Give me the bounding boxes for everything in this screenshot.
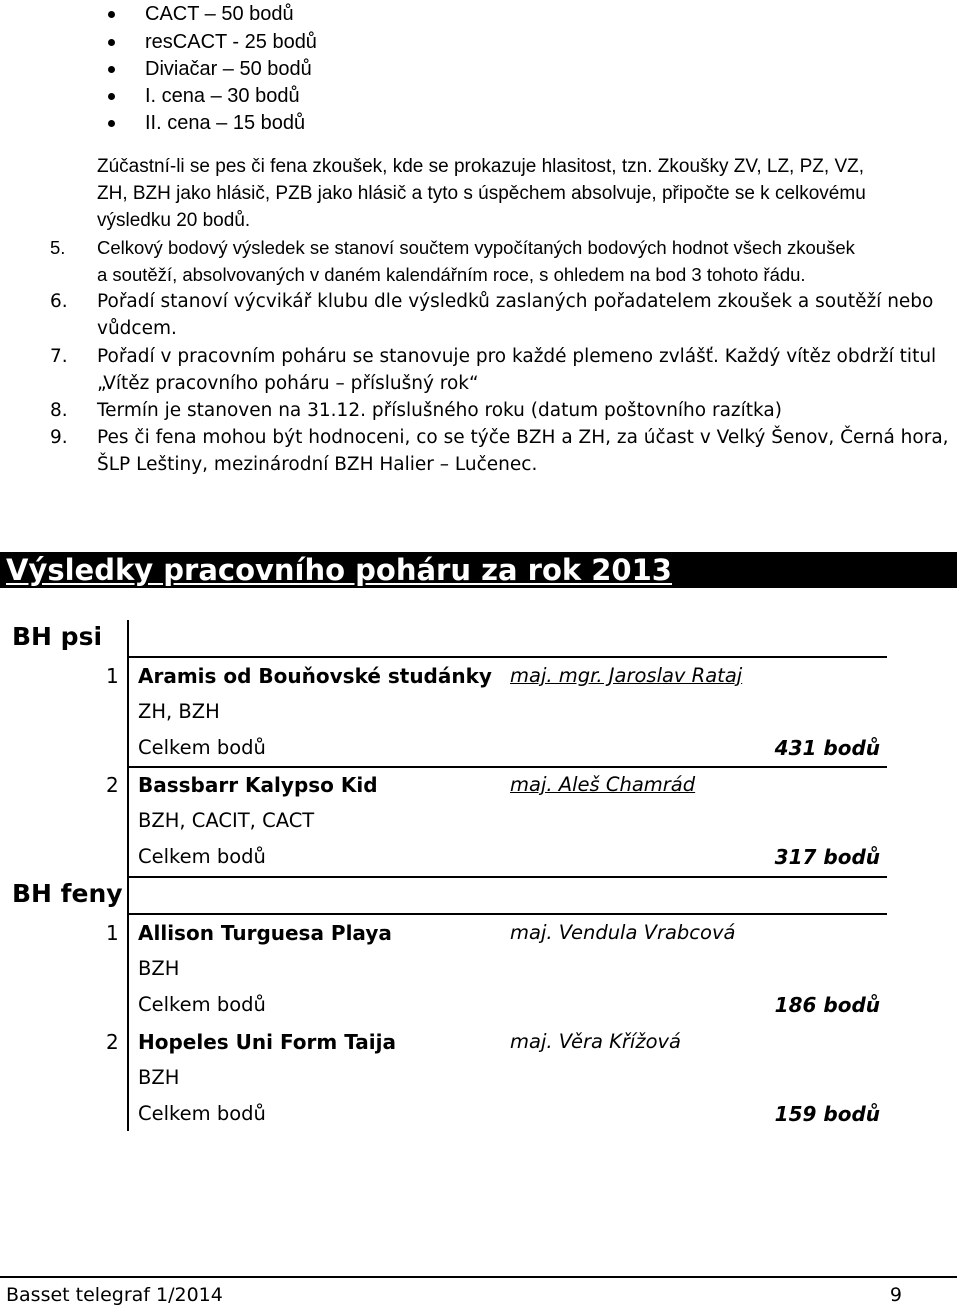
bullet-icon (108, 39, 115, 46)
rule-line: Pořadí stanoví výcvikář klubu dle výsledků zaslaných pořadatelem zkoušek a soutěží nebo (97, 291, 934, 312)
rule-line: Pořadí v pracovním poháru se stanovuje pro každé plemeno zvlášť. Každý vítěz obdrží titul (97, 346, 937, 367)
table-divider (127, 913, 887, 915)
rule-line: ŠLP Leštiny, mezinárodní BZH Halier – Lučenec. (97, 454, 538, 475)
entry-owner: maj. Aleš Chamrád (510, 773, 696, 796)
rule-line: a soutěží, absolvovaných v daném kalendářním roce, s ohledem na bod 3 tohoto řádu. (97, 264, 806, 285)
hlasitost-paragraph (97, 153, 937, 234)
entry-titles: ZH, BZH (138, 700, 220, 723)
page-number: 9 (889, 1284, 902, 1306)
entry-total-label: Celkem bodů (138, 993, 266, 1016)
results-banner (0, 552, 957, 588)
table-divider (127, 656, 887, 658)
entry-rank: 1 (106, 921, 119, 945)
entry-owner: maj. Věra Křížová (510, 1030, 681, 1053)
entry-owner: maj. mgr. Jaroslav Rataj (510, 664, 743, 687)
list-item-text: resCACT - 25 bodů (145, 31, 317, 53)
list-item-text: CACT – 50 bodů (145, 3, 294, 25)
rule-line: „Vítěz pracovního poháru – příslušný rok“ (97, 373, 479, 394)
page-footer (0, 1276, 957, 1309)
rule-text (97, 234, 855, 288)
entry-total-label: Celkem bodů (138, 1102, 266, 1125)
entry-total-points: 431 bodů (774, 736, 880, 760)
publication-name: Basset telegraf 1/2014 (6, 1284, 223, 1306)
entry-rank: 2 (106, 1030, 119, 1054)
bullet-icon (108, 120, 115, 127)
paragraph-line: Zúčastní-li se pes či fena zkoušek, kde se prokazuje hlasitost, tzn. Zkoušky ZV, LZ, PZ, VZ, (97, 156, 865, 177)
list-item-text: I. cena – 30 bodů (145, 85, 300, 107)
entry-total-points: 317 bodů (774, 845, 880, 869)
entry-dog-name: Hopeles Uni Form Taija (138, 1030, 396, 1054)
entry-dog-name: Aramis od Bouňovské studánky (138, 664, 492, 688)
rule-number: 5. (50, 237, 66, 258)
rule-text (97, 397, 782, 424)
rule-number: 7. (50, 346, 68, 367)
entry-dog-name: Bassbarr Kalypso Kid (138, 773, 378, 797)
bullet-icon (108, 93, 115, 100)
rule-text (97, 288, 933, 342)
entry-total-points: 186 bodů (774, 993, 880, 1017)
rule-line: vůdcem. (97, 318, 177, 339)
list-item-text: Diviačar – 50 bodů (145, 58, 312, 80)
bullet-icon (108, 11, 115, 18)
entry-rank: 2 (106, 773, 119, 797)
entry-owner: maj. Vendula Vrabcová (510, 921, 736, 944)
entry-total-label: Celkem bodů (138, 736, 266, 759)
rule-line: Celkový bodový výsledek se stanoví součtem vypočítaných bodových hodnot všech zkoušek (97, 237, 855, 258)
entry-total-label: Celkem bodů (138, 845, 266, 868)
entry-dog-name: Allison Turguesa Playa (138, 921, 392, 945)
paragraph-line: ZH, BZH jako hlásič, PZB jako hlásič a tyto s úspěchem absolvuje, připočte se k celkovému (97, 183, 866, 204)
section-label-bh-feny: BH feny (12, 879, 123, 908)
table-divider (127, 766, 887, 768)
bullet-icon (108, 66, 115, 73)
list-item-text: II. cena – 15 bodů (145, 112, 306, 134)
entry-rank: 1 (106, 664, 119, 688)
entry-total-points: 159 bodů (774, 1102, 880, 1126)
table-divider (127, 876, 887, 878)
rule-line: Pes či fena mohou být hodnoceni, co se týče BZH a ZH, za účast v Velký Šenov, Černá hora, (97, 427, 949, 448)
paragraph-line: výsledku 20 bodů. (97, 210, 251, 231)
rule-number: 6. (50, 291, 68, 312)
entry-titles: BZH, CACIT, CACT (138, 809, 315, 832)
rule-line: Termín je stanoven na 31.12. příslušného roku (datum poštovního razítka) (97, 400, 782, 421)
section-label-bh-psi: BH psi (12, 622, 103, 651)
rule-text (97, 424, 949, 478)
rule-number: 8. (50, 400, 68, 421)
rule-text (97, 343, 936, 397)
rule-number: 9. (50, 427, 68, 448)
results-title: Výsledky pracovního poháru za rok 2013 (6, 553, 672, 587)
entry-titles: BZH (138, 957, 180, 980)
entry-titles: BZH (138, 1066, 180, 1089)
